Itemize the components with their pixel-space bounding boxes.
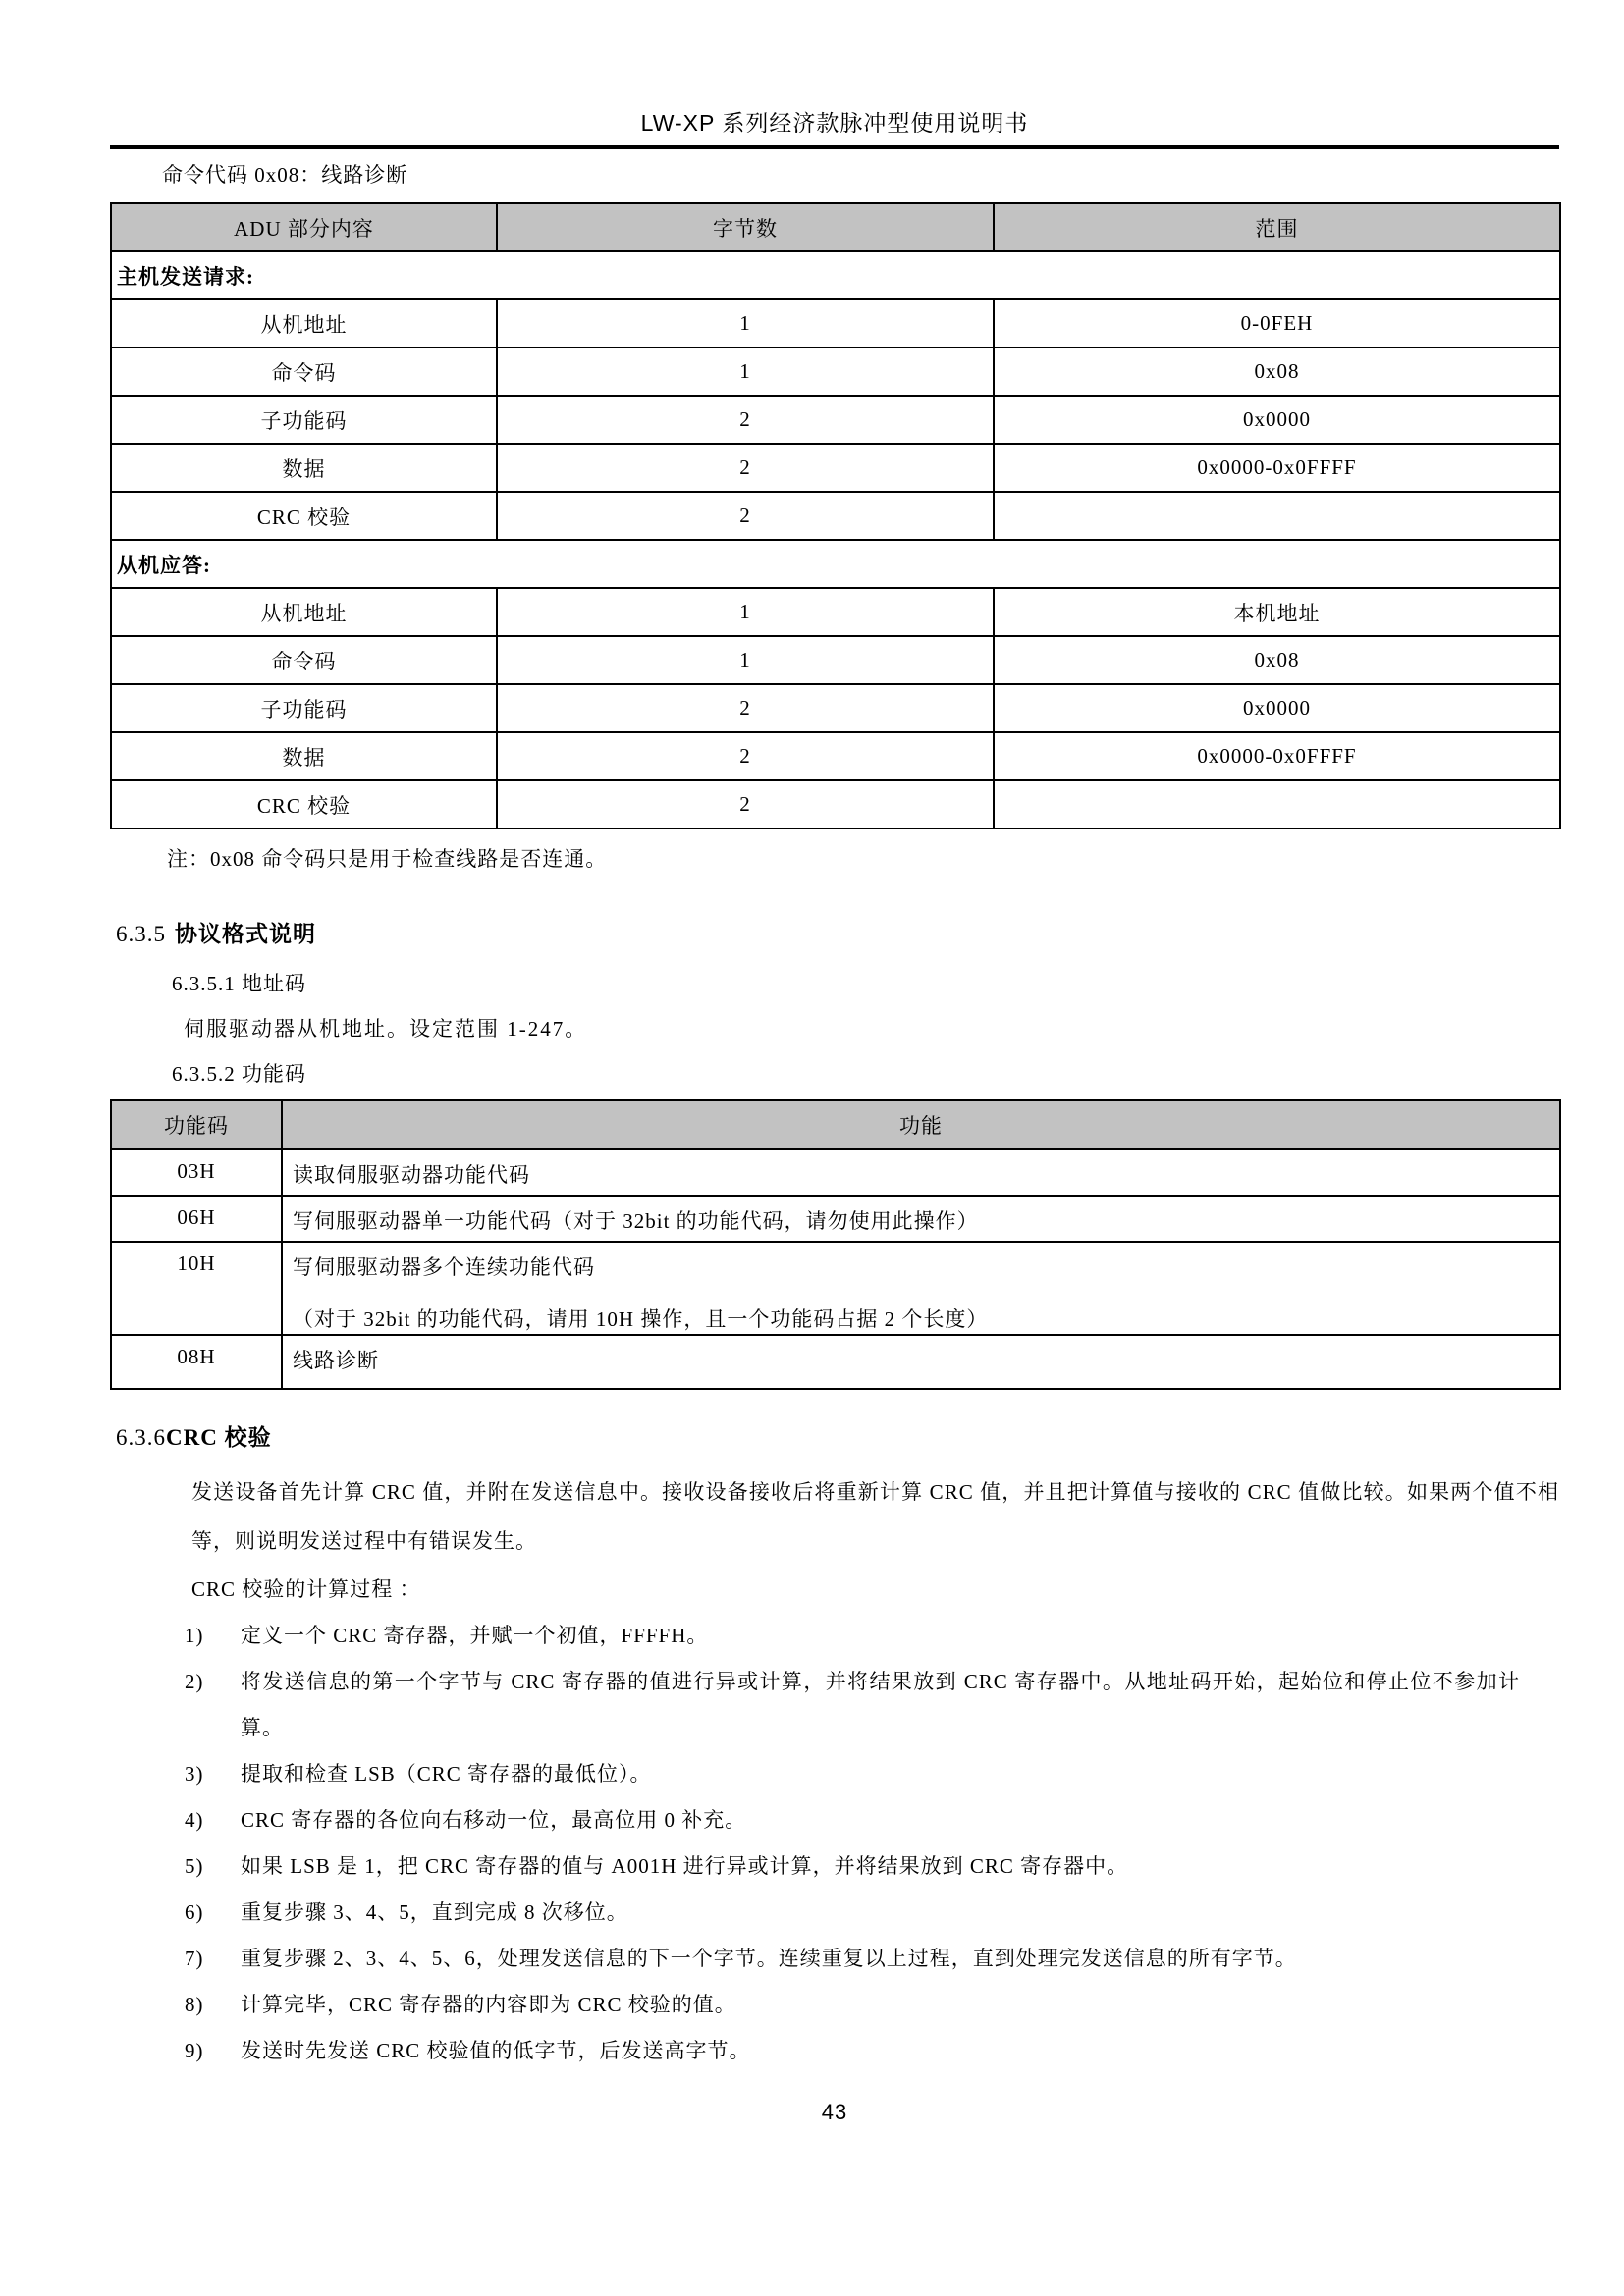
step-text: 发送时先发送 CRC 校验值的低字节，后发送高字节。 (241, 2039, 751, 2062)
list-item (185, 1936, 1559, 1982)
cell-func-code: 08H (111, 1335, 282, 1389)
cell-range: 0x08 (994, 347, 1560, 396)
cell-bytes: 2 (497, 780, 994, 828)
table-row (111, 1335, 1560, 1389)
list-item (185, 1797, 1559, 1843)
cell-item: 从机地址 (111, 588, 497, 636)
adu-table (110, 202, 1561, 829)
crc-steps-list (185, 1613, 1559, 2074)
step-number: 5) (185, 1854, 204, 1878)
cell-bytes: 2 (497, 444, 994, 492)
cell-range: 0x0000-0x0FFFF (994, 444, 1560, 492)
cell-func-desc (282, 1149, 1560, 1196)
table-row (111, 1196, 1560, 1242)
section-title: 协议格式说明 (175, 922, 316, 946)
table-row (111, 347, 1560, 396)
func-desc-line: 写伺服驱动器多个连续功能代码 (293, 1255, 595, 1279)
step-text: 将发送信息的第一个字节与 CRC 寄存器的值进行异或计算，并将结果放到 CRC 寄存器中。从地址码开始，起始位和停止位不参加计算。 (241, 1670, 1520, 1739)
table-row (111, 492, 1560, 540)
step-text: CRC 寄存器的各位向右移动一位，最高位用 0 补充。 (241, 1808, 747, 1832)
table-row (111, 684, 1560, 732)
step-text: 定义一个 CRC 寄存器，并赋一个初值，FFFFH。 (241, 1624, 709, 1647)
col-header-function: 功能 (282, 1100, 1560, 1149)
cell-func-desc (282, 1196, 1560, 1242)
cell-bytes: 2 (497, 684, 994, 732)
table-note: 注：0x08 命令码只是用于检查线路是否连通。 (167, 847, 608, 871)
cell-item: 从机地址 (111, 299, 497, 347)
cell-func-code: 06H (111, 1196, 282, 1242)
cell-bytes: 2 (497, 396, 994, 444)
table-row (111, 444, 1560, 492)
crc-process-label: CRC 校验的计算过程 ： (191, 1577, 421, 1601)
cell-item: CRC 校验 (111, 780, 497, 828)
cell-range: 0x08 (994, 636, 1560, 684)
table-row (111, 1149, 1560, 1196)
step-text: 重复步骤 2、3、4、5、6，处理发送信息的下一个字节。连续重复以上过程，直到处理完发送信息的所有字节。 (241, 1947, 1297, 1970)
cell-func-code: 03H (111, 1149, 282, 1196)
step-number: 1) (185, 1624, 204, 1647)
function-code-table (110, 1099, 1561, 1390)
cell-bytes: 1 (497, 588, 994, 636)
section-title-slave-response: 从机应答: (111, 540, 1560, 588)
cell-range: 0-0FEH (994, 299, 1560, 347)
list-item (185, 1843, 1559, 1890)
cell-func-code: 10H (111, 1242, 282, 1335)
section-title: CRC 校验 (166, 1425, 272, 1450)
list-item (185, 1659, 1559, 1751)
func-desc-line: 线路诊断 (293, 1349, 379, 1372)
cell-bytes: 1 (497, 636, 994, 684)
cell-func-desc (282, 1242, 1560, 1335)
step-number: 7) (185, 1947, 204, 1970)
crc-description-paragraph: 发送设备首先计算 CRC 值，并附在发送信息中。接收设备接收后将重新计算 CRC 值，并且把计算值与接收的 CRC 值做比较。如果两个值不相等，则说明发送过程中有错误发生。 (191, 1480, 1559, 1553)
cell-bytes: 1 (497, 299, 994, 347)
step-number: 9) (185, 2039, 204, 2062)
step-text: 计算完毕，CRC 寄存器的内容即为 CRC 校验的值。 (241, 1993, 736, 2016)
cell-bytes: 1 (497, 347, 994, 396)
section-6351-body: 伺服驱动器从机地址。设定范围 1-247。 (184, 1017, 588, 1041)
cell-item: 子功能码 (111, 684, 497, 732)
section-636-heading (116, 1421, 1559, 1454)
cell-range: 本机地址 (994, 588, 1560, 636)
section-6352-heading: 6.3.5.2 功能码 (172, 1062, 306, 1086)
step-text: 重复步骤 3、4、5，直到完成 8 次移位。 (241, 1900, 628, 1924)
cell-range: 0x0000-0x0FFFF (994, 732, 1560, 780)
step-text: 提取和检查 LSB（CRC 寄存器的最低位）。 (241, 1762, 652, 1786)
command-code-line: 命令代码 0x08：线路诊断 (162, 163, 408, 187)
cell-range: 0x0000 (994, 684, 1560, 732)
cell-item: 命令码 (111, 347, 497, 396)
list-item (185, 1613, 1559, 1659)
cell-range (994, 780, 1560, 828)
cell-item: 数据 (111, 732, 497, 780)
doc-header-title: LW-XP 系列经济款脉冲型使用说明书 (640, 110, 1029, 135)
step-number: 8) (185, 1993, 204, 2016)
cell-range (994, 492, 1560, 540)
section-6351-heading: 6.3.5.1 地址码 (172, 972, 306, 995)
table-row (111, 780, 1560, 828)
cell-bytes: 2 (497, 732, 994, 780)
cell-func-desc (282, 1335, 1560, 1389)
step-number: 4) (185, 1808, 204, 1832)
cell-item: 数据 (111, 444, 497, 492)
cell-bytes: 2 (497, 492, 994, 540)
col-header-adu-content: ADU 部分内容 (111, 203, 497, 251)
func-table-header-row (111, 1100, 1560, 1149)
step-number: 6) (185, 1900, 204, 1924)
func-desc-line: 读取伺服驱动器功能代码 (293, 1163, 530, 1187)
section-title-host-request: 主机发送请求: (111, 251, 1560, 299)
list-item (185, 1751, 1559, 1797)
cell-item: 命令码 (111, 636, 497, 684)
table-row (111, 299, 1560, 347)
adu-table-header-row (111, 203, 1560, 251)
page-number: 43 (821, 2100, 848, 2124)
list-item (185, 1982, 1559, 2028)
section-row-host-request (111, 251, 1560, 299)
step-number: 3) (185, 1762, 204, 1786)
page-content (110, 0, 1559, 2127)
col-header-range: 范围 (994, 203, 1560, 251)
func-desc-line: （对于 32bit 的功能代码，请用 10H 操作，且一个功能码占据 2 个长度） (293, 1308, 989, 1331)
step-number: 2) (185, 1670, 204, 1693)
table-row (111, 1242, 1560, 1335)
cell-range: 0x0000 (994, 396, 1560, 444)
section-635-heading (116, 918, 1559, 950)
table-row (111, 636, 1560, 684)
cell-item: CRC 校验 (111, 492, 497, 540)
header-rule (110, 145, 1559, 149)
table-row (111, 588, 1560, 636)
table-row (111, 396, 1560, 444)
step-text: 如果 LSB 是 1，把 CRC 寄存器的值与 A001H 进行异或计算，并将结果放到 CRC 寄存器中。 (241, 1854, 1129, 1878)
list-item (185, 1890, 1559, 1936)
col-header-func-code: 功能码 (111, 1100, 282, 1149)
section-row-slave-response (111, 540, 1560, 588)
func-desc-line: 写伺服驱动器单一功能代码（对于 32bit 的功能代码，请勿使用此操作） (293, 1209, 979, 1233)
section-number: 6.3.5 (116, 922, 166, 946)
cell-item: 子功能码 (111, 396, 497, 444)
table-row (111, 732, 1560, 780)
section-number: 6.3.6 (116, 1425, 166, 1450)
col-header-byte-count: 字节数 (497, 203, 994, 251)
list-item (185, 2028, 1559, 2074)
